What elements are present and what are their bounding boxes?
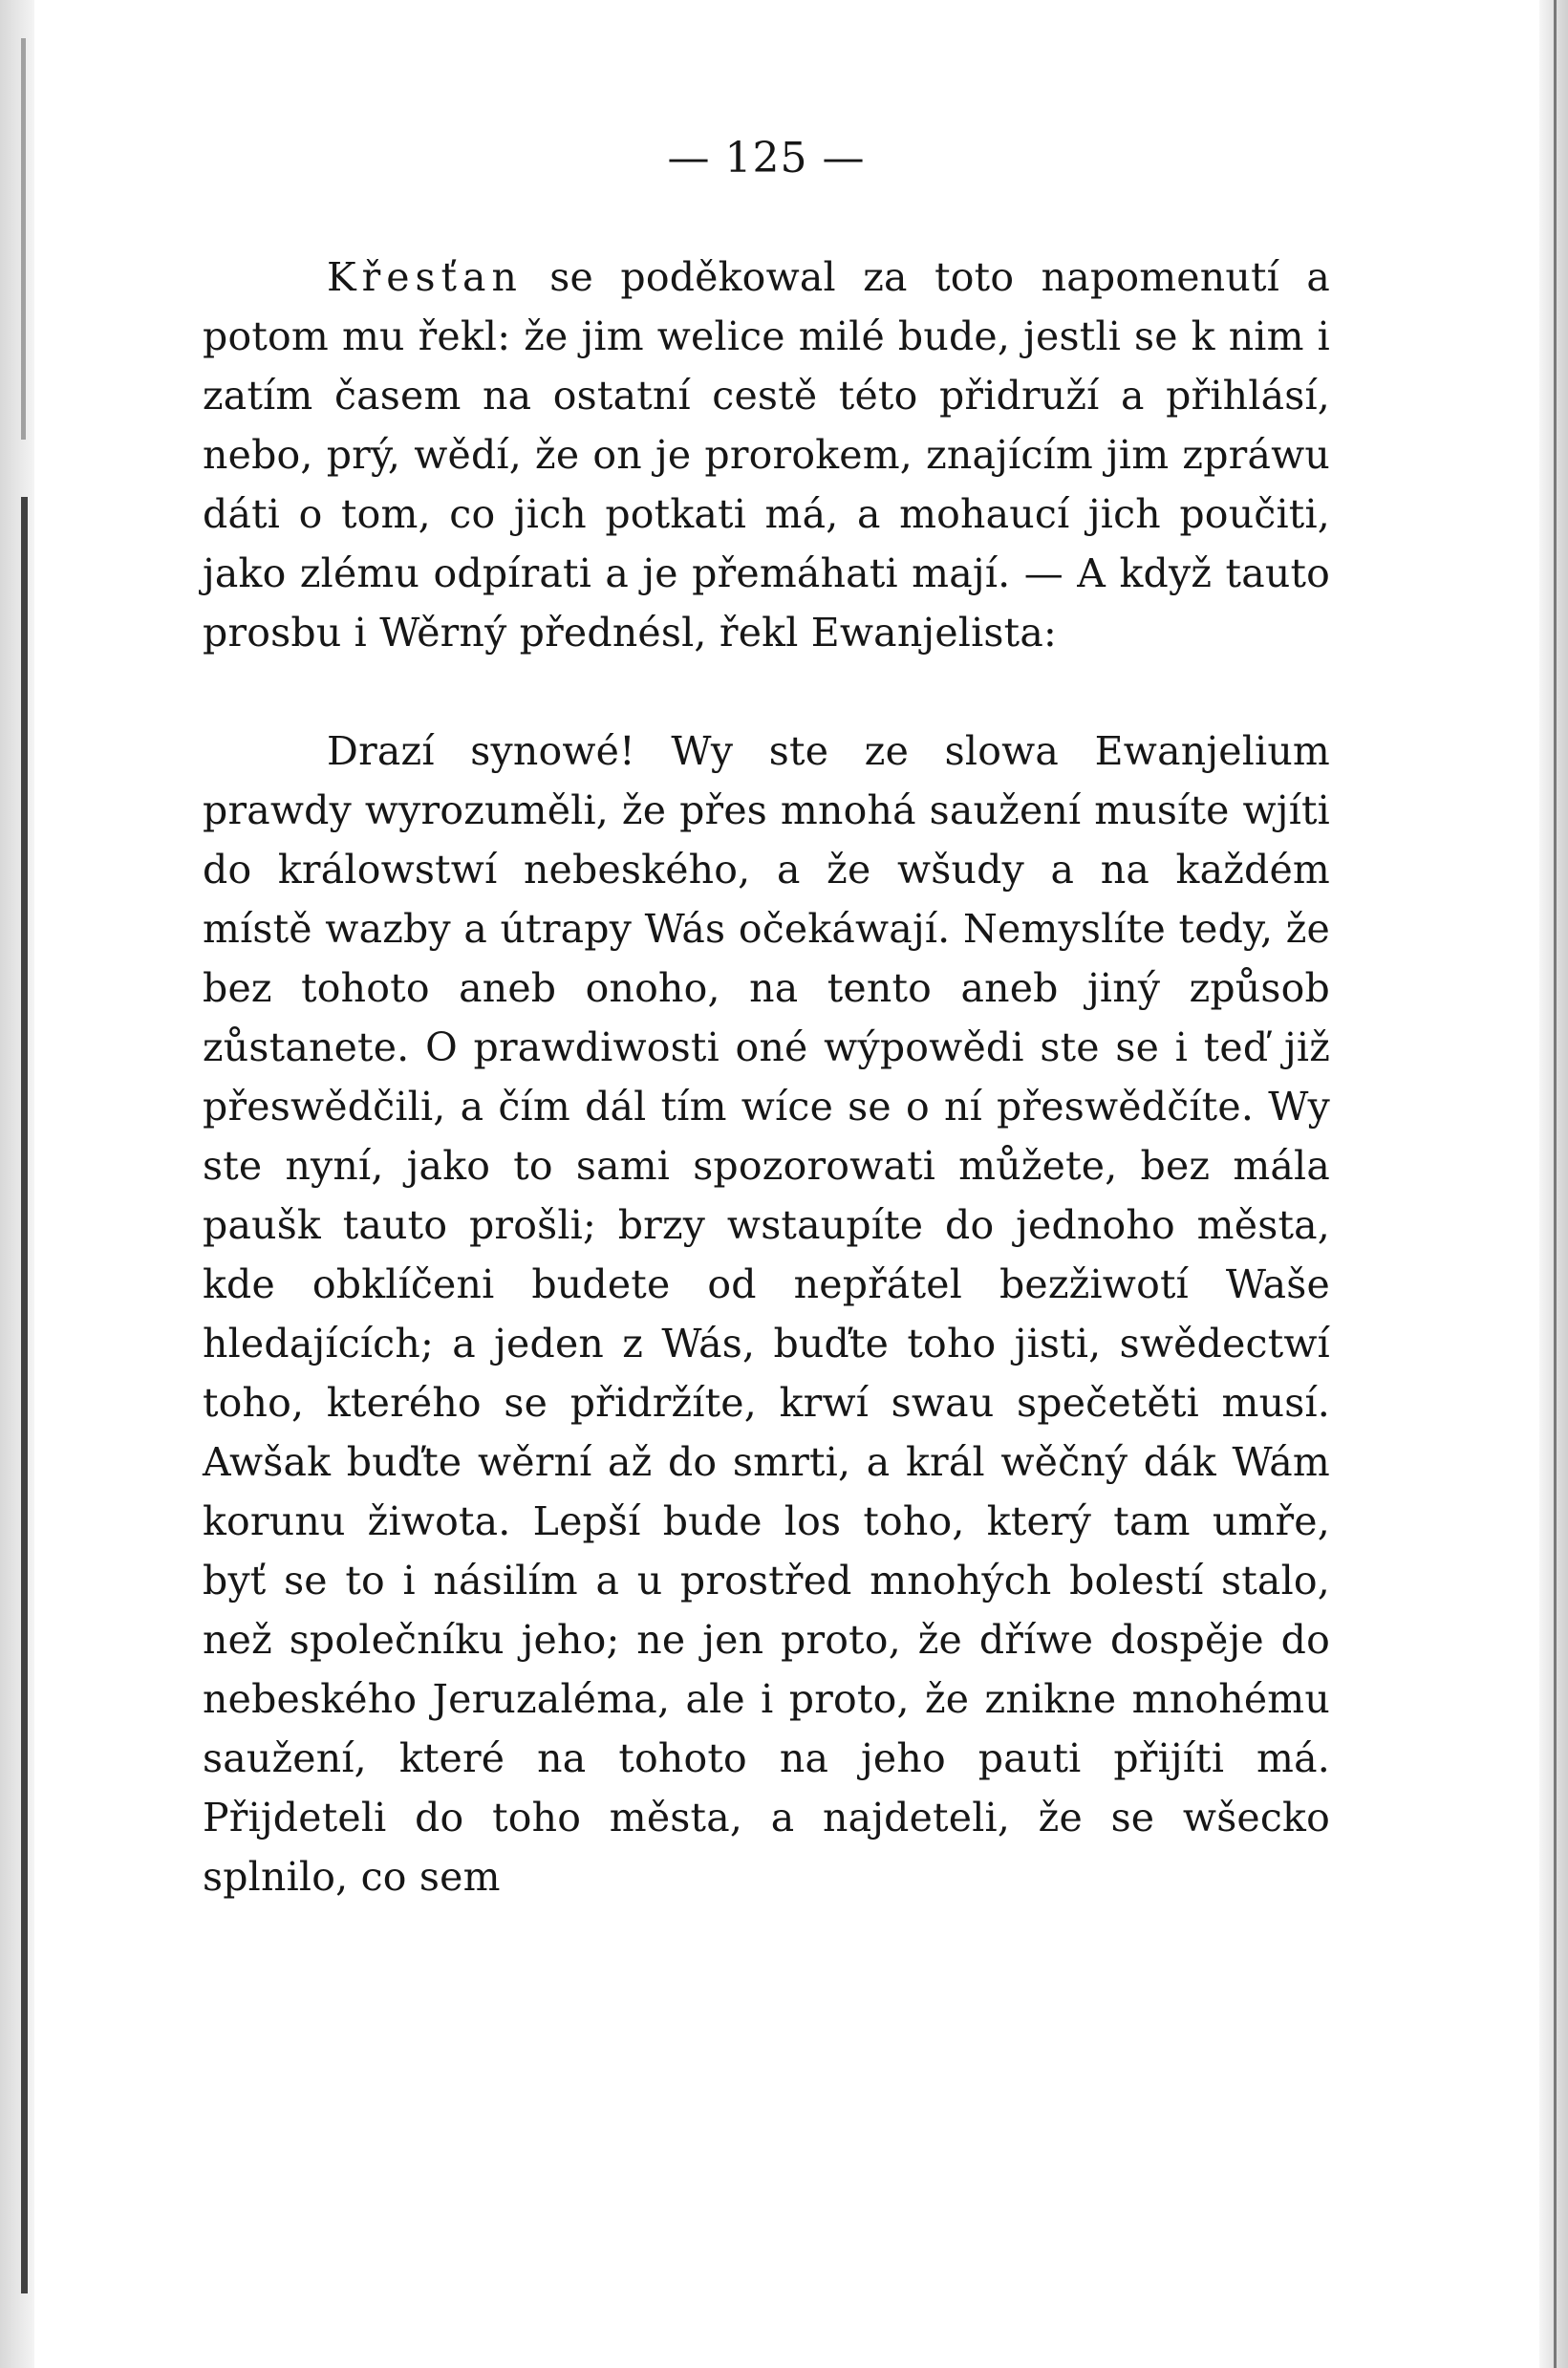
scan-left-margin-mark-top [21,38,26,440]
scan-left-edge [0,0,34,2368]
paragraph-1 [203,248,1330,662]
scan-left-margin-mark [21,497,28,2293]
book-page [203,134,1330,1906]
page-number: — 125 — [667,134,866,183]
paragraph-1-lead-word: Křesťan [327,254,523,300]
paragraph-2-text: Drazí synowé! Wy ste ze slowa Ewanjelium prawdy wyrozuměli, že přes mnohá saužení musíte wjíti do králowstwí nebeského, a že wšudy a na každém místě wazby a útrapy Wás očekáwají. Nemyslíte tedy, že bez tohoto aneb onoho, na tento aneb jiný způsob zůstanete. O prawdiwosti oné wýpowědi ste se i teď již přeswědčili, a čím dál tím wíce se o ní přeswědčíte. Wy ste nyní, jako to sami spozorowati můžete, bez mála paušk tauto prošli; brzy wstaupíte do jednoho města, kde obklíčeni budete od nepřátel bezžiwotí Waše hledajících; a jeden z Wás, buďte toho jisti, swědectwí toho, kterého se přidržíte, krwí swau spečetěti musí. Awšak buďte wěrní až do smrti, a král wěčný dák Wám korunu žiwota. Lepší bude los toho, který tam umře, byť se to i násilím a u prostřed mnohých bolestí stalo, než společníku jeho; ne jen proto, že dříwe dospěje do nebeského Jeruzaléma, ale i proto, že znikne mnohému saužení, které na tohoto na jeho pauti přijíti má. Přijdeteli do toho města, a najdeteli, že se wšecko splnilo, co sem [203,728,1330,1900]
paragraph-1-text: se poděkowal za toto napomenutí a potom mu řekl: že jim welice milé bude, jestli se k nim i zatím časem na ostatní cestě této přidruží a přihlásí, nebo, prý, wědí, že on je prorokem, znajícím jim zpráwu dáti o tom, co jich potkati má, a mohaucí jich poučiti, jako zlému odpírati a je přemáhati mají. — A když tauto prosbu i Wěrný přednésl, řekl Ewanjelista: [203,254,1330,656]
paragraph-2 [203,721,1330,1906]
scan-right-margin-mark [1554,0,1557,2368]
